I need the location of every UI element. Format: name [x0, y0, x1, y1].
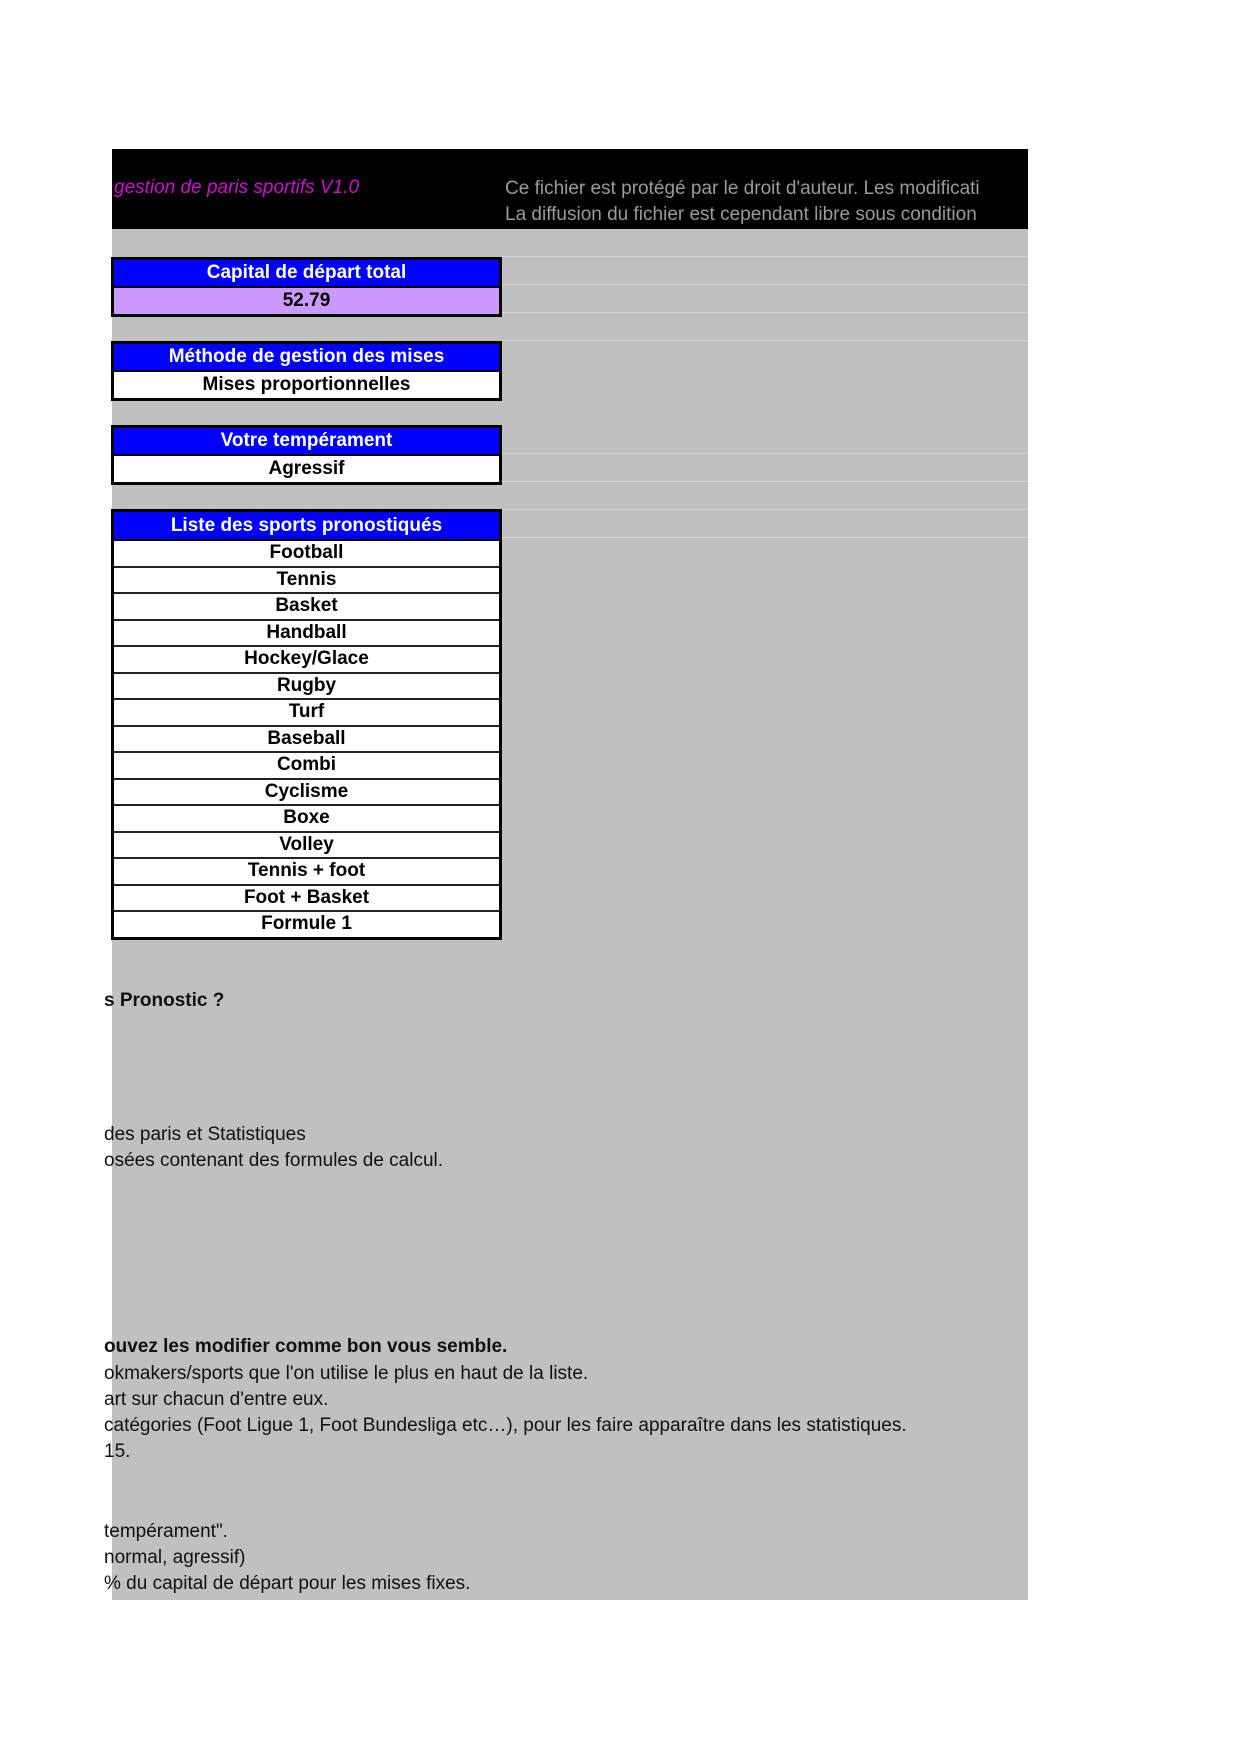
temperament-box: [111, 425, 502, 485]
grid-line: [502, 509, 1028, 510]
grid-line: [502, 537, 1028, 538]
help-line: des paris et Statistiques: [104, 1124, 306, 1145]
capital-box: [111, 257, 502, 317]
help-line: % du capital de départ pour les mises fixes.: [104, 1573, 471, 1594]
sport-item[interactable]: Volley: [114, 833, 499, 860]
help-line: tempérament".: [104, 1521, 228, 1542]
sport-item[interactable]: Handball: [114, 621, 499, 648]
help-line: normal, agressif): [104, 1547, 246, 1568]
app-title: gestion de paris sportifs V1.0: [114, 177, 360, 198]
capital-label: Capital de départ total: [114, 260, 499, 288]
help-bold-line: ouvez les modifier comme bon vous semble.: [104, 1336, 508, 1357]
capital-value[interactable]: 52.79: [114, 288, 499, 314]
sport-item[interactable]: Rugby: [114, 674, 499, 701]
help-heading: s Pronostic ?: [104, 990, 225, 1011]
temperament-value[interactable]: Agressif: [268, 458, 345, 479]
sport-item[interactable]: Turf: [114, 700, 499, 727]
method-box: [111, 341, 502, 401]
sport-item[interactable]: Football: [114, 541, 499, 568]
help-line: catégories (Foot Ligue 1, Foot Bundesliga etc…), pour les faire apparaître dans les statistiques.: [104, 1415, 907, 1436]
grid-line: [502, 453, 1028, 454]
help-line: osées contenant des formules de calcul.: [104, 1150, 444, 1171]
grid-line: [502, 340, 1028, 341]
grid-line: [502, 256, 1028, 257]
sport-item[interactable]: Foot + Basket: [114, 886, 499, 913]
sport-item[interactable]: Combi: [114, 753, 499, 780]
sport-item[interactable]: Tennis: [114, 568, 499, 595]
copyright-line-1: Ce fichier est protégé par le droit d'auteur. Les modificati: [505, 178, 980, 199]
spreadsheet-sheet: [104, 149, 1028, 1600]
sport-item[interactable]: Boxe: [114, 806, 499, 833]
help-line: art sur chacun d'entre eux.: [104, 1389, 329, 1410]
grid-line: [502, 284, 1028, 285]
sport-item[interactable]: Formule 1: [261, 913, 352, 934]
method-label: Méthode de gestion des mises: [114, 344, 499, 372]
sport-item[interactable]: Cyclisme: [114, 780, 499, 807]
copyright-line-2: La diffusion du fichier est cependant libre sous condition: [505, 204, 977, 225]
sports-list-label: Liste des sports pronostiqués: [114, 512, 499, 541]
header-banner: [112, 149, 1028, 229]
sport-item[interactable]: Tennis + foot: [114, 859, 499, 886]
sports-list: [114, 541, 499, 937]
copyright-notice: [505, 176, 980, 228]
help-line: okmakers/sports que l'on utilise le plus en haut de la liste.: [104, 1363, 589, 1384]
sport-item[interactable]: Basket: [114, 594, 499, 621]
help-line: 15.: [104, 1441, 131, 1462]
sport-item[interactable]: Hockey/Glace: [114, 647, 499, 674]
method-value[interactable]: Mises proportionnelles: [202, 374, 411, 395]
grid-line: [502, 481, 1028, 482]
sport-item[interactable]: Baseball: [114, 727, 499, 754]
grid-line: [502, 312, 1028, 313]
temperament-label: Votre tempérament: [114, 428, 499, 456]
sports-list-box: [111, 509, 502, 940]
